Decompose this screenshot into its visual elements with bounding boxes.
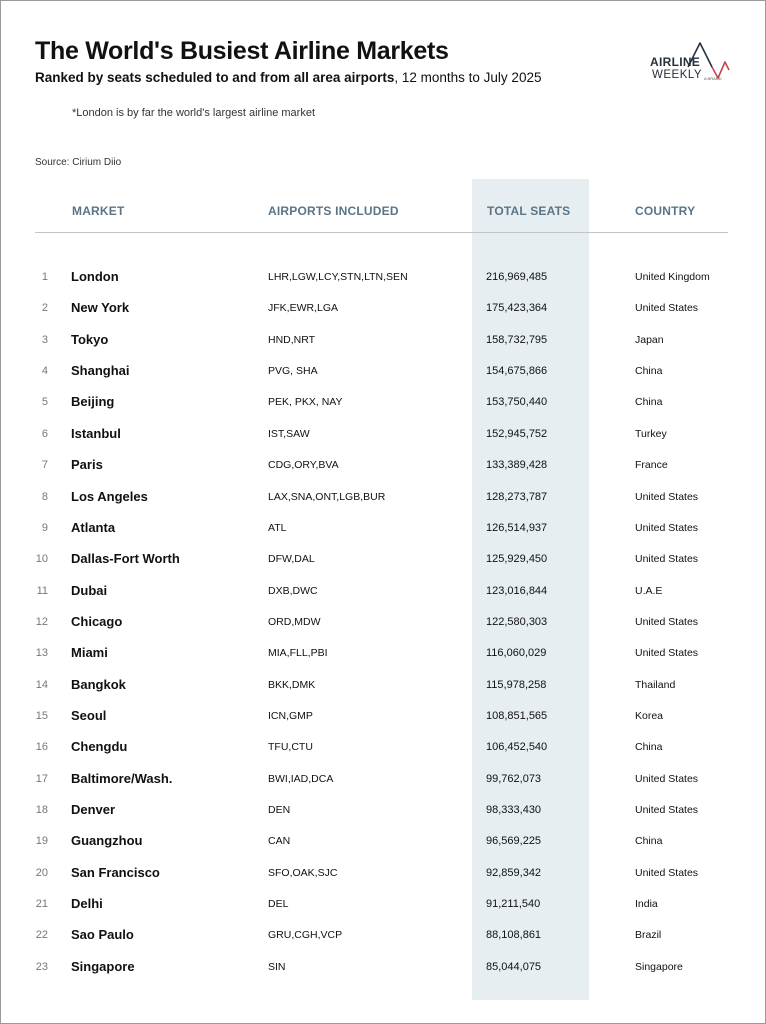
table-row xyxy=(0,298,766,318)
rank-cell: 13 xyxy=(35,647,48,660)
country-cell: United States xyxy=(635,521,699,534)
country-cell: United States xyxy=(635,647,699,660)
market-cell: Istanbul xyxy=(71,425,121,441)
rank-cell: 16 xyxy=(35,741,48,754)
footnote: *London is by far the world's largest airline market xyxy=(72,107,315,119)
table-row xyxy=(0,487,766,507)
rank-cell: 15 xyxy=(35,709,48,722)
table-row xyxy=(0,894,766,914)
rank-cell: 1 xyxy=(41,271,48,283)
rank-cell: 9 xyxy=(41,521,48,534)
market-cell: Chicago xyxy=(71,613,123,629)
rank-cell: 12 xyxy=(35,615,48,628)
airports-cell: BKK,DMK xyxy=(268,678,316,691)
country-cell: United States xyxy=(635,866,699,879)
seats-cell: 216,969,485 xyxy=(486,271,548,283)
country-cell: Brazil xyxy=(635,929,662,942)
rank-cell: 17 xyxy=(35,772,48,785)
airports-cell: SFO,OAK,SJC xyxy=(268,866,338,879)
market-cell: Sao Paulo xyxy=(71,927,134,943)
seats-cell: 125,929,450 xyxy=(486,553,548,566)
airports-cell: DEL xyxy=(268,898,289,910)
seats-cell: 98,333,430 xyxy=(486,804,542,816)
rank-cell: 3 xyxy=(41,333,48,346)
seats-cell: 88,108,861 xyxy=(486,929,542,942)
logo-tagline: A BRAND xyxy=(704,76,722,81)
table-row xyxy=(0,267,766,287)
source-note: Source: Cirium Diio xyxy=(35,157,122,168)
country-cell: United States xyxy=(635,772,699,785)
column-header-market: MARKET xyxy=(72,204,125,218)
seats-cell: 153,750,440 xyxy=(486,396,548,409)
column-header-seats: TOTAL SEATS xyxy=(487,204,571,218)
table-row xyxy=(0,549,766,569)
market-cell: Singapore xyxy=(71,958,135,974)
airports-cell: CDG,ORY,BVA xyxy=(268,459,339,472)
airports-cell: CAN xyxy=(268,835,291,848)
airports-cell: BWI,IAD,DCA xyxy=(268,772,334,785)
column-header-country: COUNTRY xyxy=(635,204,696,218)
airports-cell: MIA,FLL,PBI xyxy=(268,647,328,660)
airports-cell: HND,NRT xyxy=(268,333,316,346)
table-row xyxy=(0,737,766,757)
country-cell: China xyxy=(635,396,663,409)
country-cell: United States xyxy=(635,302,699,315)
market-cell: Denver xyxy=(71,802,116,817)
country-cell: France xyxy=(635,459,668,472)
market-cell: Baltimore/Wash. xyxy=(71,770,173,786)
seats-cell: 133,389,428 xyxy=(486,459,548,472)
country-cell: United States xyxy=(635,490,699,503)
market-cell: Atlanta xyxy=(71,519,116,535)
country-cell: Japan xyxy=(635,333,664,346)
table-row xyxy=(0,769,766,789)
airports-cell: DEN xyxy=(268,804,291,816)
rank-cell: 23 xyxy=(35,960,48,973)
table-row xyxy=(0,957,766,977)
market-cell: Delhi xyxy=(71,896,103,911)
airports-cell: PEK, PKX, NAY xyxy=(268,396,343,409)
seats-cell: 99,762,073 xyxy=(486,772,542,785)
country-cell: India xyxy=(635,898,658,910)
market-cell: Miami xyxy=(71,645,108,661)
seats-cell: 128,273,787 xyxy=(486,490,548,503)
seats-cell: 115,978,258 xyxy=(486,678,547,691)
airports-cell: ICN,GMP xyxy=(268,709,313,722)
table-row xyxy=(0,361,766,381)
rank-cell: 10 xyxy=(35,553,48,566)
seats-cell: 158,732,795 xyxy=(486,333,548,346)
market-cell: Bangkok xyxy=(71,676,126,692)
country-cell: Korea xyxy=(635,709,664,722)
rank-cell: 6 xyxy=(41,427,48,440)
seats-cell: 108,851,565 xyxy=(486,709,548,722)
country-cell: United Kingdom xyxy=(635,271,710,283)
table-row xyxy=(0,424,766,444)
airline-weekly-logo xyxy=(648,40,738,85)
airports-cell: ATL xyxy=(268,521,287,534)
table-row xyxy=(0,330,766,350)
airports-cell: IST,SAW xyxy=(268,427,310,440)
table-row xyxy=(0,863,766,883)
country-cell: United States xyxy=(635,804,699,816)
rank-cell: 14 xyxy=(35,678,48,691)
seats-cell: 154,675,866 xyxy=(486,365,548,378)
table-row xyxy=(0,581,766,601)
seats-cell: 126,514,937 xyxy=(486,521,548,534)
market-cell: New York xyxy=(71,300,130,316)
table-row xyxy=(0,675,766,695)
country-cell: Thailand xyxy=(635,678,676,691)
market-cell: Shanghai xyxy=(71,363,130,379)
header-divider xyxy=(35,232,728,233)
country-cell: China xyxy=(635,365,663,378)
table-row xyxy=(0,925,766,945)
logo-line2: WEEKLY xyxy=(652,69,703,81)
subtitle-bold: Ranked by seats scheduled to and from all area airports xyxy=(35,70,395,85)
market-cell: Dubai xyxy=(71,582,108,598)
market-cell: Beijing xyxy=(71,394,115,410)
country-cell: Singapore xyxy=(635,960,683,973)
market-cell: Guangzhou xyxy=(71,833,143,849)
table-row xyxy=(0,612,766,632)
subtitle-rest: , 12 months to July 2025 xyxy=(394,70,542,85)
airports-cell: JFK,EWR,LGA xyxy=(268,302,339,315)
country-cell: China xyxy=(635,835,663,848)
seats-cell: 123,016,844 xyxy=(486,584,548,597)
market-cell: San Francisco xyxy=(71,864,160,880)
table-row xyxy=(0,831,766,851)
table-row xyxy=(0,706,766,726)
country-cell: Turkey xyxy=(635,427,667,440)
seats-cell: 106,452,540 xyxy=(486,741,548,754)
seats-cell: 152,945,752 xyxy=(486,427,548,440)
seats-cell: 91,211,540 xyxy=(486,898,541,910)
airports-cell: ORD,MDW xyxy=(268,615,321,628)
page-subtitle xyxy=(35,70,541,85)
rank-cell: 19 xyxy=(35,835,48,848)
seats-cell: 175,423,364 xyxy=(486,302,548,315)
airports-cell: LAX,SNA,ONT,LGB,BUR xyxy=(268,490,386,503)
table-row xyxy=(0,392,766,412)
seats-cell: 116,060,029 xyxy=(486,647,547,660)
rank-cell: 18 xyxy=(35,804,48,816)
rank-cell: 11 xyxy=(36,584,48,597)
country-cell: United States xyxy=(635,615,699,628)
airports-cell: TFU,CTU xyxy=(268,741,313,754)
rank-cell: 4 xyxy=(41,365,48,378)
market-cell: Los Angeles xyxy=(71,488,148,504)
seats-cell: 122,580,303 xyxy=(486,615,548,628)
rank-cell: 2 xyxy=(41,302,48,315)
airports-cell: DFW,DAL xyxy=(268,553,315,566)
page-title: The World's Busiest Airline Markets xyxy=(35,37,449,65)
airports-cell: PVG, SHA xyxy=(268,365,318,378)
market-cell: Dallas-Fort Worth xyxy=(71,551,180,567)
airports-cell: LHR,LGW,LCY,STN,LTN,SEN xyxy=(268,271,408,283)
country-cell: U.A.E xyxy=(635,584,663,597)
country-cell: China xyxy=(635,741,663,754)
seats-cell: 92,859,342 xyxy=(486,866,542,879)
market-cell: Seoul xyxy=(71,707,107,723)
table-row xyxy=(0,518,766,538)
table-row xyxy=(0,800,766,820)
logo-line1: AIRLINE xyxy=(650,55,701,69)
column-header-airports: AIRPORTS INCLUDED xyxy=(268,204,399,218)
seats-cell: 96,569,225 xyxy=(486,835,542,848)
market-cell: Chengdu xyxy=(71,739,128,755)
rank-cell: 21 xyxy=(35,898,48,910)
rank-cell: 22 xyxy=(35,929,48,942)
country-cell: United States xyxy=(635,553,699,566)
market-cell: Tokyo xyxy=(71,331,109,347)
rank-cell: 5 xyxy=(41,396,48,409)
market-cell: Paris xyxy=(71,457,103,473)
rank-cell: 20 xyxy=(35,866,48,879)
rank-cell: 8 xyxy=(41,490,48,503)
market-cell: London xyxy=(71,269,119,284)
table-row xyxy=(0,455,766,475)
airports-cell: SIN xyxy=(268,960,286,973)
airports-cell: GRU,CGH,VCP xyxy=(268,929,343,942)
airports-cell: DXB,DWC xyxy=(268,584,318,597)
table-row xyxy=(0,643,766,663)
seats-cell: 85,044,075 xyxy=(486,960,542,973)
rank-cell: 7 xyxy=(41,459,48,472)
